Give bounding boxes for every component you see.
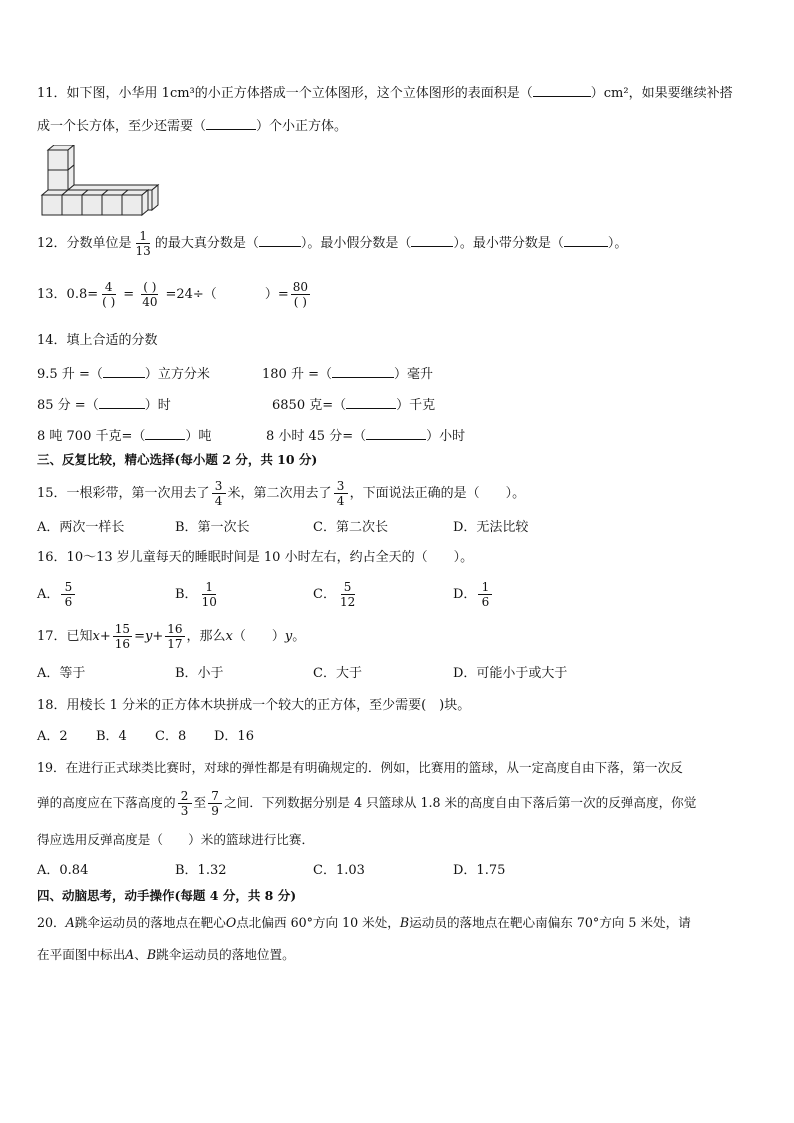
q20-text-d: 在平面图中标出 xyxy=(37,947,126,962)
q14-r2a-blank[interactable] xyxy=(99,394,145,409)
q16-a-den: 6 xyxy=(64,595,73,609)
q16-a-num: 5 xyxy=(61,580,75,595)
q11-line1 xyxy=(37,82,733,104)
q19-f1-num: 2 xyxy=(178,789,192,804)
q16-b-num: 1 xyxy=(202,580,216,595)
q14-row1-b xyxy=(262,363,433,385)
q12 xyxy=(37,229,627,259)
q17-option-c[interactable]: C．大于 xyxy=(313,666,362,681)
q13-eq: = xyxy=(123,287,135,302)
q19-option-b[interactable]: B．1.32 xyxy=(175,863,227,878)
q12-blank-1[interactable] xyxy=(259,232,301,247)
q20-point-o: O xyxy=(225,915,237,930)
q19-line2 xyxy=(37,786,696,820)
q17-f1-num: 15 xyxy=(114,622,131,636)
q15-fraction-2 xyxy=(334,479,348,508)
q15-option-d[interactable]: D．无法比较 xyxy=(453,520,529,535)
q15-f2-num: 3 xyxy=(334,479,348,494)
q12-fraction xyxy=(134,229,153,258)
q13-fraction-2[interactable] xyxy=(140,280,159,309)
q18-option-b[interactable]: B．4 xyxy=(96,729,127,744)
q11-text-a: 11．如下图，小华用 1cm³的小正方体搭成一个立体图形，这个立体图形的表面积是（ xyxy=(37,86,533,101)
q13 xyxy=(37,280,312,310)
q16-option-d[interactable] xyxy=(453,577,494,613)
cube-figure xyxy=(40,145,160,217)
q11-blank-area[interactable] xyxy=(533,82,591,97)
q13-fraction-3[interactable] xyxy=(291,280,310,309)
q17-f2-num: 16 xyxy=(167,622,183,636)
q16-label-b: B． xyxy=(175,587,198,602)
q17-text-a: 17．已知 xyxy=(37,629,93,644)
q16-label-c: C． xyxy=(313,587,336,602)
q17-option-b[interactable]: B．小于 xyxy=(175,666,224,681)
q12-blank-2[interactable] xyxy=(411,232,453,247)
q14-row2-a xyxy=(37,394,171,416)
q19-text-b: 之间．下列数据分别是 4 只篮球从 1.8 米的高度自由下落后第一次的反弹高度，你觉 xyxy=(224,795,697,810)
q14-r3b-pre: 8 小时 45 分=（ xyxy=(266,429,367,444)
q11-text-d: ）个小正方体。 xyxy=(256,119,348,134)
q16-frac-c xyxy=(338,580,357,609)
q14-r1b-blank[interactable] xyxy=(332,363,394,378)
q14-r2a-pre: 85 分 =（ xyxy=(37,398,99,413)
q19-text-a: 弹的高度应在下落高度的 xyxy=(37,795,176,810)
q17-text-d: 。 xyxy=(292,629,306,644)
q14-r1a-pre: 9.5 升 =（ xyxy=(37,367,103,382)
q17-var-x: x xyxy=(92,629,100,644)
q12-text-e: ）。 xyxy=(607,236,628,251)
q19-line3: 得应选用反弹高度是（ ）米的篮球进行比赛． xyxy=(37,832,315,847)
q12-text-a: 12．分数单位是 xyxy=(37,236,132,251)
q15-f1-num: 3 xyxy=(212,479,226,494)
q13-f2-num[interactable]: ( ) xyxy=(143,280,157,294)
q17-fraction-2 xyxy=(165,622,184,651)
q18-text: 18．用棱长 1 分米的正方体木块拼成一个较大的正方体，至少需要( )块。 xyxy=(37,698,471,713)
q18-option-a[interactable]: A．2 xyxy=(37,729,68,744)
q15-text-b: 米，第二次用去了 xyxy=(227,486,332,501)
q12-text-b: 的最大真分数是（ xyxy=(154,236,259,251)
q13-f1-den[interactable]: ( ) xyxy=(102,295,116,309)
q17-option-d[interactable]: D．可能小于或大于 xyxy=(453,666,568,681)
q13-f2-den: 40 xyxy=(142,295,158,309)
q14-r3a-pre: 8 吨 700 千克=（ xyxy=(37,429,146,444)
q17-var-y: y xyxy=(144,629,153,644)
q14-row1-a xyxy=(37,363,210,385)
q17-plus-1: + xyxy=(99,629,111,644)
q13-fraction-1[interactable] xyxy=(100,280,117,309)
q16-c-num: 5 xyxy=(341,580,355,595)
q12-frac-num: 1 xyxy=(136,229,150,244)
q20-line2 xyxy=(37,945,295,965)
q13-text-a: 13．0.8= xyxy=(37,287,99,302)
q16-d-num: 1 xyxy=(478,580,492,595)
q14-r1a-post: ）立方分米 xyxy=(144,367,210,382)
q13-f3-den[interactable]: ( ) xyxy=(293,295,307,309)
q11-line2 xyxy=(37,115,347,137)
q16-option-a[interactable] xyxy=(37,577,77,613)
q14-r3a-blank[interactable] xyxy=(145,425,185,440)
q14-r2b-post: ）千克 xyxy=(396,398,436,413)
q17-text-b: ，那么 xyxy=(186,629,226,644)
q17-option-a[interactable]: A．等于 xyxy=(37,666,86,681)
q14-r3a-post: ）吨 xyxy=(185,429,212,444)
q15-option-a[interactable]: A．两次一样长 xyxy=(37,520,125,535)
q17-var-y2: y xyxy=(284,629,293,644)
q14-r1b-post: ）毫升 xyxy=(393,367,433,382)
q17-eq: = xyxy=(134,629,145,644)
q18-option-d[interactable]: D．16 xyxy=(214,729,254,744)
q15-text-c: ，下面说法正确的是（ ）。 xyxy=(349,486,526,501)
q20-point-a: A xyxy=(65,915,75,930)
q20-text-a: 跳伞运动员的落地点在靶心 xyxy=(74,915,226,930)
q19-fraction-1 xyxy=(178,789,192,818)
q14-row3-a xyxy=(37,425,211,447)
q12-text-d: ）。最小带分数是（ xyxy=(453,236,564,251)
q16-frac-a xyxy=(61,580,75,609)
q20-point-a2: A xyxy=(125,947,135,962)
q15-option-c[interactable]: C．第二次长 xyxy=(313,520,388,535)
q19-fraction-2 xyxy=(208,789,222,818)
q19-option-d[interactable]: D．1.75 xyxy=(453,863,506,878)
q16-option-b[interactable] xyxy=(175,577,221,613)
q19-to: 至 xyxy=(193,795,207,810)
q11-text-c: 成一个长方体，至少还需要（ xyxy=(37,119,207,134)
q16-b-den: 10 xyxy=(201,595,217,609)
q17-f2-den: 17 xyxy=(167,637,183,651)
q16-label-a: A． xyxy=(37,587,60,602)
q14-r3b-blank[interactable] xyxy=(366,425,426,440)
q17-blank[interactable]: （ ） xyxy=(232,629,285,644)
q19-line1: 19．在进行正式球类比赛时，对球的弹性都是有明确规定的．例如，比赛用的篮球，从一定高度自由下落，第一次反 xyxy=(37,760,683,775)
section-3-heading: 三、反复比较，精心选择(每小题 2 分，共 10 分) xyxy=(37,452,318,467)
q20-point-b: B xyxy=(399,915,410,930)
q17-fraction-1 xyxy=(113,622,132,651)
q13-f1-num: 4 xyxy=(102,280,116,295)
q11-blank-count[interactable] xyxy=(206,115,256,130)
q14-title: 14．填上合适的分数 xyxy=(37,333,158,348)
q13-text-b: =24÷（ xyxy=(165,287,217,302)
q19-option-c[interactable]: C．1.03 xyxy=(313,863,365,878)
q14-r2b-pre: 6850 克=（ xyxy=(272,398,347,413)
q20-sep: 、 xyxy=(134,947,147,962)
q14-r2a-post: ）时 xyxy=(144,398,171,413)
q15-f1-den: 4 xyxy=(214,494,223,508)
q16-d-den: 6 xyxy=(481,595,490,609)
q20-number: 20． xyxy=(37,915,66,930)
q16-c-den: 12 xyxy=(339,595,356,609)
q16-option-c[interactable] xyxy=(313,577,359,613)
q18-option-c[interactable]: C．8 xyxy=(155,729,187,744)
q17-var-x2: x xyxy=(225,629,233,644)
q15-text-a: 15．一根彩带，第一次用去了 xyxy=(37,486,210,501)
q15 xyxy=(37,477,525,511)
q12-text-c: ）。最小假分数是（ xyxy=(300,236,412,251)
q16-frac-d xyxy=(478,580,492,609)
q13-text-c: ）= xyxy=(264,287,289,302)
q12-frac-den: 13 xyxy=(135,244,151,258)
q19-f1-den: 3 xyxy=(180,804,189,818)
q17 xyxy=(37,620,305,654)
q15-option-b[interactable]: B．第一次长 xyxy=(175,520,250,535)
q20-text-e: 跳伞运动员的落地位置。 xyxy=(156,947,295,962)
q19-f2-num: 7 xyxy=(208,789,222,804)
section-4-heading: 四、动脑思考，动手操作(每题 4 分，共 8 分) xyxy=(37,888,297,903)
q20-text-b: 点北偏西 60°方向 10 米处， xyxy=(236,915,400,930)
q15-f2-den: 4 xyxy=(336,494,345,508)
q14-r3b-post: ）小时 xyxy=(426,429,466,444)
q14-r2b-blank[interactable] xyxy=(346,394,396,409)
q16-label-d: D． xyxy=(453,587,477,602)
q19-f2-den: 9 xyxy=(211,804,219,818)
q16-frac-b xyxy=(200,580,219,609)
q14-r1a-blank[interactable] xyxy=(103,363,145,378)
q13-f3-num: 80 xyxy=(292,280,308,294)
q14-row2-b xyxy=(272,394,435,416)
q20-line1 xyxy=(37,913,691,933)
q17-f1-den: 16 xyxy=(114,637,131,651)
q12-blank-3[interactable] xyxy=(564,232,608,247)
q19-option-a[interactable]: A．0.84 xyxy=(37,863,89,878)
q20-point-b2: B xyxy=(146,947,157,962)
q17-plus-2: + xyxy=(152,629,164,644)
q15-fraction-1 xyxy=(212,479,226,508)
q20-text-c: 运动员的落地点在靶心南偏东 70°方向 5 米处，请 xyxy=(409,915,691,930)
q16-text: 16．10～13 岁儿童每天的睡眠时间是 10 小时左右，约占全天的（ ）。 xyxy=(37,550,474,565)
q11-text-b: ）cm²，如果要继续补搭 xyxy=(590,86,733,101)
q14-row3-b xyxy=(266,425,465,447)
q14-r1b-pre: 180 升 =（ xyxy=(262,367,332,382)
